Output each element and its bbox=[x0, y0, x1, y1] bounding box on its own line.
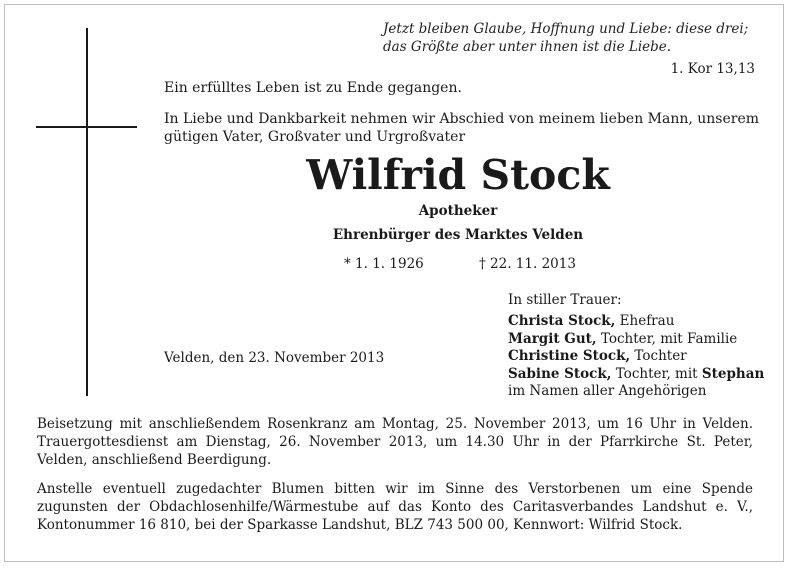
funeral-details: Beisetzung mit anschließendem Rosenkranz am Montag, 25. November 2013, um 16 Uhr in Velden. Trauergottesdienst am Dienstag, 26. November 2013, um 14.30 Uhr in der Pfarrkirche St. Peter, Velden, anschließend Beerdigung. bbox=[37, 416, 753, 468]
mourner-relation: Tochter, mit bbox=[611, 365, 702, 382]
mourner-row bbox=[508, 383, 768, 401]
mourner-name: Christine Stock, bbox=[508, 348, 631, 364]
donation-request: Anstelle eventuell zugedachter Blumen bitten wir im Sinne des Verstorbenen um eine Spende zugunsten der Obdachlosenhilfe/Wärmestube auf das Konto des Caritasverbandes Landshut e. V., Kontonummer 16 810, bei der Sparkasse Landshut, BLZ 743 500 00, Kennwort: Wilfrid Stock. bbox=[37, 481, 753, 533]
farewell-line-1: In Liebe und Dankbarkeit nehmen wir Abschied von meinem lieben Mann, unserem bbox=[164, 111, 760, 127]
bible-quote bbox=[383, 20, 755, 56]
mourner-relation: im Namen aller Angehörigen bbox=[508, 383, 707, 399]
mourner-row bbox=[508, 366, 768, 384]
quote-reference: 1. Kor 13,13 bbox=[670, 61, 755, 77]
cross-horizontal-bar bbox=[36, 126, 137, 128]
mourner-row bbox=[508, 348, 768, 366]
mourner-partner: Stephan bbox=[701, 365, 765, 382]
birth-date: * 1. 1. 1926 bbox=[344, 256, 424, 272]
mourner-name: Margit Gut, bbox=[508, 330, 597, 347]
mourner-relation: Tochter, mit Familie bbox=[596, 330, 738, 347]
mourners-list bbox=[508, 313, 768, 401]
quote-line-2: das Größte aber unter ihnen ist die Liebe. bbox=[383, 39, 672, 55]
mourner-row bbox=[508, 313, 768, 331]
farewell-line-2: gütigen Vater, Großvater und Urgroßvater bbox=[164, 129, 466, 145]
mourner-relation: Ehefrau bbox=[615, 313, 675, 329]
intro-line: Ein erfülltes Leben ist zu Ende gegangen. bbox=[164, 80, 462, 96]
deceased-name: Wilfrid Stock bbox=[306, 151, 610, 199]
quote-line-1: Jetzt bleiben Glaube, Hoffnung und Liebe: diese drei; bbox=[383, 21, 749, 37]
farewell-paragraph bbox=[164, 110, 764, 146]
deceased-honor: Ehrenbürger des Marktes Velden bbox=[332, 227, 584, 243]
mourner-name: Christa Stock, bbox=[508, 313, 616, 329]
mourner-name: Sabine Stock, bbox=[508, 365, 612, 382]
deceased-profession: Apotheker bbox=[418, 203, 498, 219]
place-and-date: Velden, den 23. November 2013 bbox=[164, 350, 385, 366]
mourner-row bbox=[508, 331, 768, 349]
death-date: † 22. 11. 2013 bbox=[479, 256, 576, 272]
mourner-relation: Tochter bbox=[630, 348, 687, 364]
mourners-heading: In stiller Trauer: bbox=[508, 292, 622, 308]
